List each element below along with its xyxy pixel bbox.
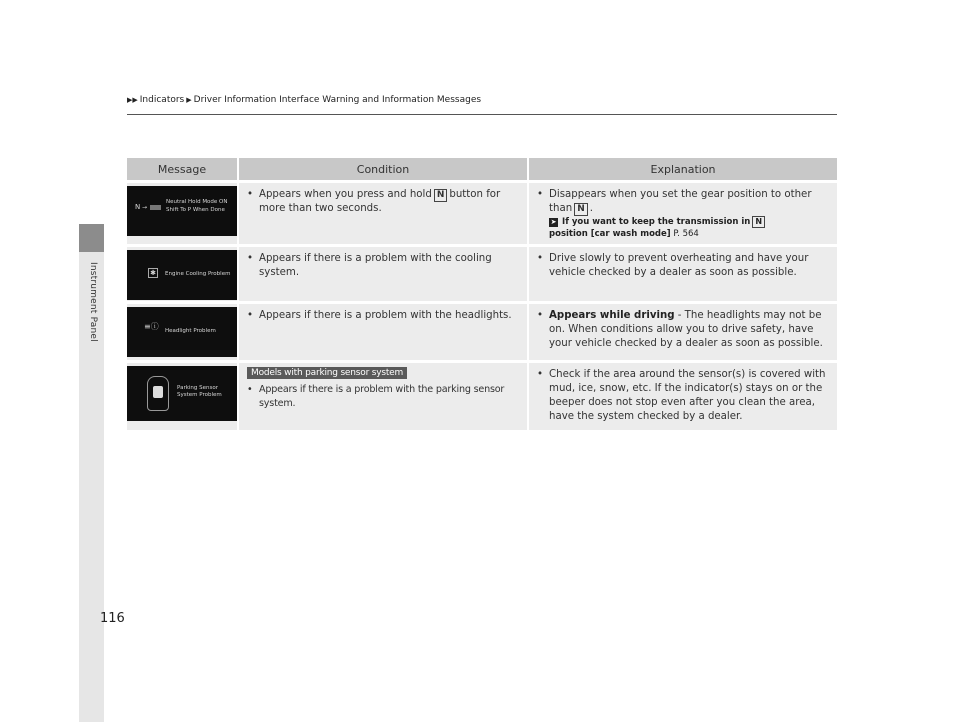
shift-arrow-icon: →: [142, 204, 148, 211]
column-header-explanation: Explanation: [529, 158, 837, 180]
explanation-text: Appears while driving - The headlights may not be on. When conditions allow you to drive safety, have your vehicle checked by a dealer as soon as possible.: [549, 310, 823, 349]
list-item: [247, 252, 521, 280]
header-divider: [127, 114, 837, 115]
bullet-icon: •: [247, 310, 254, 321]
screen-text: Shift To P When Done: [166, 207, 225, 213]
list-item: [247, 309, 521, 323]
breadcrumb-item-messages[interactable]: Driver Information Interface Warning and Information Messages: [193, 95, 482, 105]
gear-n-key-icon: N: [434, 189, 448, 202]
table-row: [127, 244, 837, 301]
breadcrumb: [127, 95, 481, 105]
model-applicability-label: Models with parking sensor system: [247, 367, 407, 379]
headlight-message-image: [127, 307, 237, 357]
shifter-icon: [150, 205, 161, 210]
bullet-icon: •: [247, 384, 253, 395]
condition-text: Appears if there is a problem with the cooling system.: [259, 253, 492, 278]
list-item: [537, 368, 831, 424]
condition-text: Appears if there is a problem with the headlights.: [259, 310, 512, 321]
warning-messages-table: [127, 158, 837, 430]
table-row: [127, 301, 837, 360]
bullet-icon: •: [537, 369, 544, 380]
section-tab-marker: [79, 224, 104, 252]
explanation-text: Disappears when you set the gear position to other than N .: [549, 189, 812, 214]
engine-cooling-message-image: [127, 250, 237, 300]
gear-indicator: N: [135, 203, 141, 211]
list-item: [537, 309, 831, 351]
bullet-icon: •: [537, 253, 544, 264]
column-header-condition: Condition: [239, 158, 529, 180]
reference-arrow-icon: ➤: [550, 218, 557, 226]
explanation-text: Check if the area around the sensor(s) is covered with mud, ice, snow, etc. If the indicator(s) stays on or the beeper does not stop even after you clean the area, have the system checked by a dealer.: [549, 369, 826, 422]
screen-text: Engine Cooling Problem: [165, 271, 231, 277]
bullet-icon: •: [537, 189, 544, 200]
list-item: [247, 188, 521, 216]
screen-text: Parking Sensor: [177, 385, 218, 391]
parking-sensor-message-image: [127, 366, 237, 421]
table-header-row: [127, 158, 837, 180]
bullet-icon: •: [537, 310, 544, 321]
bullet-icon: •: [247, 189, 254, 200]
table-row: [127, 360, 837, 430]
vehicle-body-icon: [153, 386, 163, 398]
gear-n-key-icon: N: [752, 216, 765, 228]
breadcrumb-arrow-icon: ▶▶: [127, 96, 138, 104]
condition-text: Appears if there is a problem with the parking sensor system.: [259, 384, 505, 409]
explanation-text: Drive slowly to prevent overheating and have your vehicle checked by a dealer as soon as possible.: [549, 253, 809, 278]
condition-text: Appears when you press and hold N button for more than two seconds.: [259, 189, 501, 214]
screen-text: Headlight Problem: [165, 328, 216, 334]
column-header-message: Message: [127, 158, 239, 180]
bullet-icon: •: [247, 253, 254, 264]
gear-n-key-icon: N: [574, 203, 588, 216]
screen-text: System Problem: [177, 392, 222, 398]
section-side-label: Instrument Panel: [88, 262, 98, 342]
reference-page: P. 564: [673, 229, 699, 239]
neutral-hold-message-image: [127, 186, 237, 236]
screen-text: Neutral Hold Mode ON: [166, 199, 228, 205]
cross-reference-link[interactable]: ➤ If you want to keep the transmission in N position [car wash mode] P. 564: [549, 216, 831, 240]
headlight-warning-icon: ≡ⓘ: [144, 322, 159, 331]
list-item: [537, 188, 831, 216]
breadcrumb-item-indicators[interactable]: Indicators: [139, 95, 185, 105]
breadcrumb-arrow-icon: ▶: [186, 96, 192, 104]
table-row: [127, 180, 837, 244]
list-item: [247, 383, 521, 411]
list-item: [537, 252, 831, 280]
cooling-fan-icon: ✱: [148, 268, 158, 278]
page-number: 116: [100, 611, 125, 626]
